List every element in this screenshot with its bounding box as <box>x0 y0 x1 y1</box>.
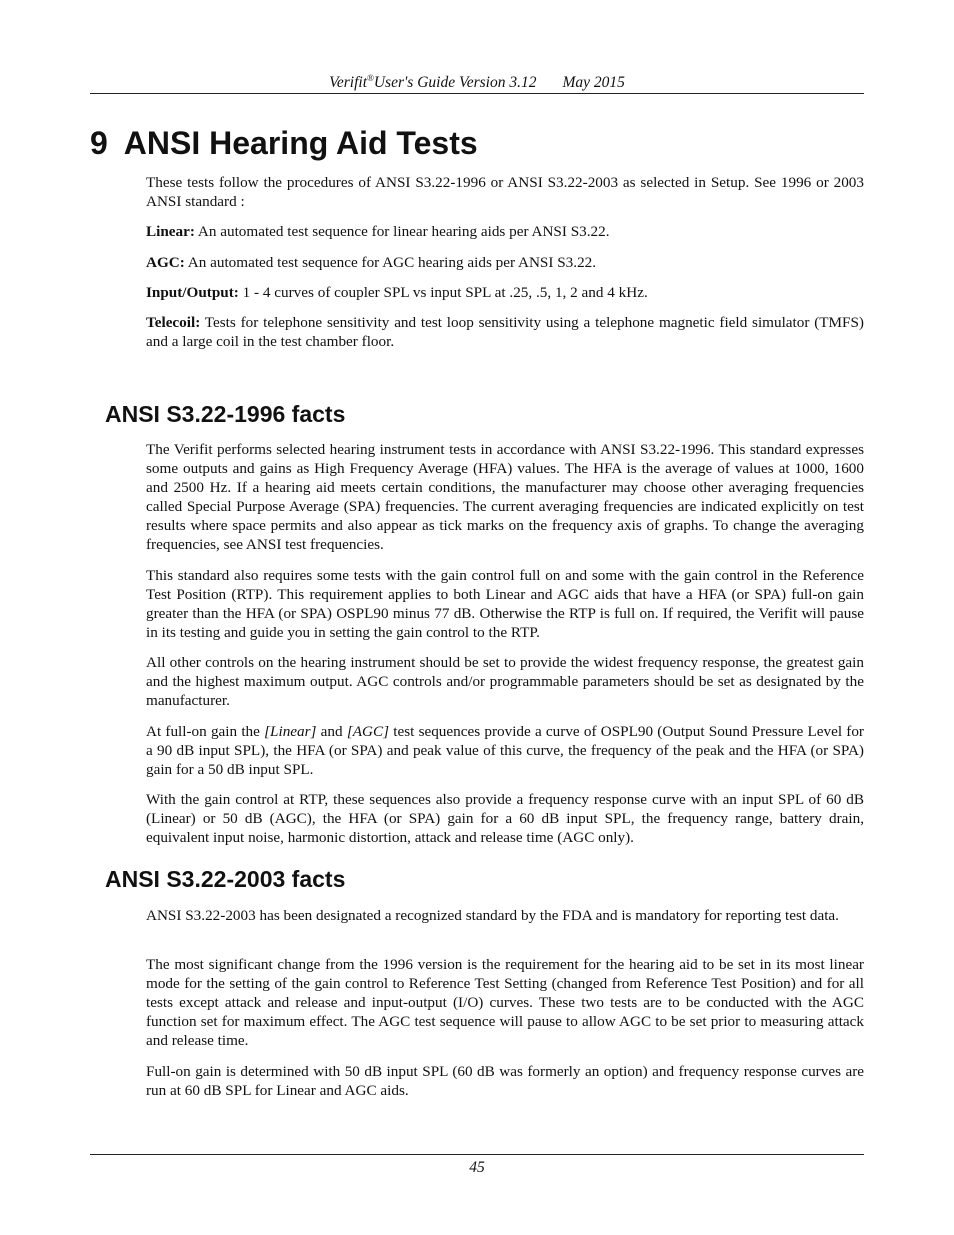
chapter-title-text: ANSI Hearing Aid Tests <box>123 125 478 161</box>
intro-item-text: An automated test sequence for AGC hearing aids per ANSI S3.22. <box>184 254 597 271</box>
header-guide-title: User's Guide Version 3.12 <box>373 74 537 91</box>
header-product: Verifit <box>329 74 367 91</box>
section-1996-paragraph-1: The Verifit performs selected hearing instrument tests in accordance with ANSI S3.22-1996. This standard expresses some outputs and gains as High Frequency Average (HFA) values. The HFA is the average of values at 1000, 1600 and 2500 Hz. If a hearing aid meets certain conditions, the manufacturer may choose other averaging frequencies called Special Purpose Average (SPA) frequencies. The current averaging frequencies are indicated explicitly on test results where space permits and also appear as tick marks on the frequency axis of graphs. To change the averaging frequencies, see ANSI test frequencies. <box>146 441 864 553</box>
agc-sequence-ref: [AGC] <box>346 723 390 740</box>
section-2003-paragraph-1: ANSI S3.22-2003 has been designated a recognized standard by the FDA and is mandatory for reporting test data. <box>146 907 839 924</box>
chapter-title <box>90 123 478 163</box>
intro-item-term: AGC: <box>146 254 185 271</box>
intro-item-text: An automated test sequence for linear hearing aids per ANSI S3.22. <box>194 223 610 240</box>
section-heading-2003: ANSI S3.22-2003 facts <box>105 866 346 892</box>
header-date: May 2015 <box>562 74 625 91</box>
text-run: At full-on gain the <box>146 723 265 740</box>
text-run: test sequences provide a curve of OSPL90 (Output Sound Pressure Level for a 90 dB input SPL), the HFA (or SPA) and peak value of this curve, the frequency of the peak and the HFA (or SPA) gain for a 50 dB input SPL. <box>146 723 864 778</box>
intro-item-text: Tests for telephone sensitivity and test loop sensitivity using a telephone magnetic field simulator (TMFS) and a large coil in the test chamber floor. <box>146 314 864 350</box>
footer-rule <box>90 1154 864 1155</box>
intro-item-term: Telecoil: <box>146 314 201 331</box>
chapter-number: 9 <box>90 125 108 161</box>
section-2003-paragraph-3: Full-on gain is determined with 50 dB input SPL (60 dB was formerly an option) and frequency response curves are run at 60 dB SPL for Linear and AGC aids. <box>146 1063 864 1099</box>
section-2003-paragraph-2: The most significant change from the 1996 version is the requirement for the hearing aid to be set in its most linear mode for the setting of the gain control to Reference Test Setting (changed from Reference Test Position) and for all tests except attack and release and input-output (I/O) curves. These two tests are to be conducted with the AGC function set for maximum effect. The AGC test sequence will pause to allow AGC to be set prior to measuring attack and release time. <box>146 956 864 1049</box>
linear-sequence-ref: [Linear] <box>264 723 317 740</box>
registered-mark: ® <box>367 73 374 83</box>
section-1996-paragraph-5: With the gain control at RTP, these sequences also provide a frequency response curve with an input SPL of 60 dB (Linear) or 50 dB (AGC), the HFA (or SPA) gain for a 60 dB input SPL, the frequency range, battery drain, equivalent input noise, harmonic distortion, attack and release time (AGC only). <box>146 791 864 846</box>
text-run: and <box>316 723 347 740</box>
section-heading-1996: ANSI S3.22-1996 facts <box>105 401 346 427</box>
intro-paragraph: These tests follow the procedures of ANSI S3.22-1996 or ANSI S3.22-2003 as selected in Setup. See 1996 or 2003 ANSI standard : <box>146 174 864 210</box>
intro-item-term: Input/Output: <box>146 284 239 301</box>
intro-item-linear <box>146 222 864 241</box>
page-number: 45 <box>469 1159 485 1176</box>
section-1996-paragraph-2: This standard also requires some tests with the gain control full on and some with the gain control in the Reference Test Position (RTP). This requirement applies to both Linear and AGC aids that have a HFA (or SPA) full-on gain greater than the HFA (or SPA) OSPL90 minus 77 dB. Otherwise the RTP is full on. If required, the Verifit will pause in its testing and guide you in setting the gain control to the RTP. <box>146 567 864 641</box>
header-rule <box>90 93 864 94</box>
section-1996-paragraph-4 <box>146 722 864 779</box>
intro-item-input-output <box>146 283 864 302</box>
section-1996-paragraph-3: All other controls on the hearing instrument should be set to provide the widest frequency response, the greatest gain and the highest maximum output. AGC controls and/or programmable parameters should be set as designated by the manufacturer. <box>146 654 864 709</box>
intro-item-agc <box>146 253 864 272</box>
running-header <box>90 68 864 93</box>
intro-item-text: 1 - 4 curves of coupler SPL vs input SPL at .25, .5, 1, 2 and 4 kHz. <box>238 284 648 301</box>
intro-item-term: Linear: <box>146 223 195 240</box>
intro-item-telecoil <box>146 313 864 351</box>
